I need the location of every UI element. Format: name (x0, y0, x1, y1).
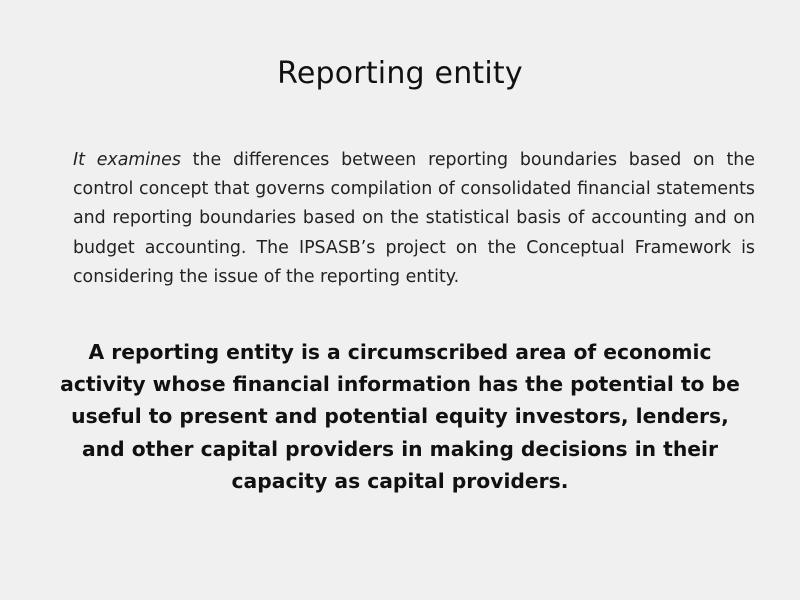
italic-lead-text: It examines (73, 150, 181, 170)
body-paragraph (73, 146, 755, 292)
definition-text: A reporting entity is a circumscribed area of economic activity whose financial information has the potential to be useful to present and potential equity investors, lenders, and other capital providers in making decisions in their capacity as capital providers. (60, 340, 740, 493)
paragraph-text: the differences between reporting boundaries based on the control concept that governs compilation of consolidated financial statements and reporting boundaries based on the statistical basis of accounting and on budget accounting. The IPSASB’s project on the Conceptual Framework is considering the issue of the reporting entity. (73, 150, 755, 287)
slide-title: Reporting entity (277, 56, 523, 91)
